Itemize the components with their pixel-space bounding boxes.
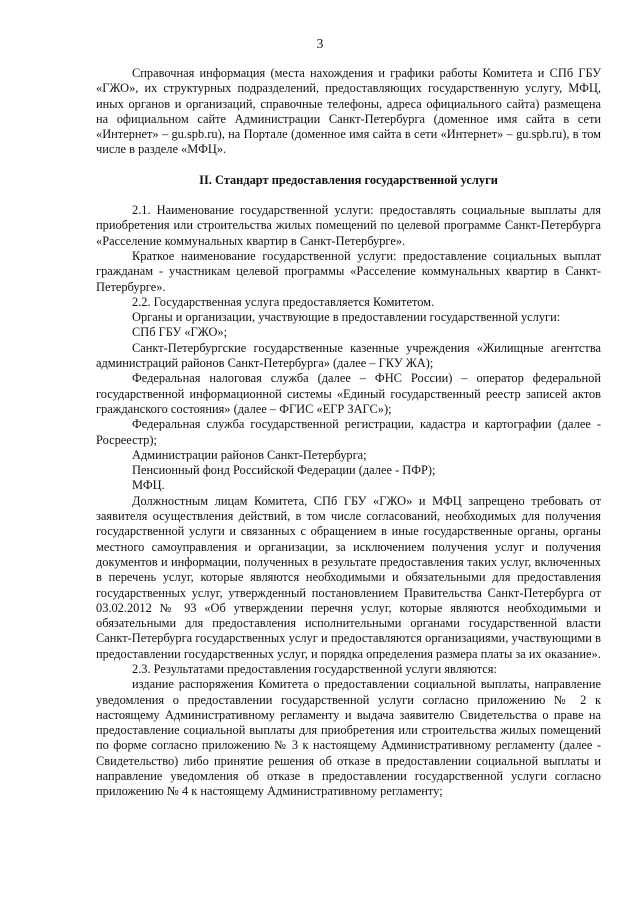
document-body bbox=[96, 66, 601, 800]
paragraph: Администрации районов Санкт-Петербурга; bbox=[132, 447, 367, 462]
paragraph: Органы и организации, участвующие в предоставлении государственной услуги: bbox=[132, 310, 561, 325]
paragraph: 2.2. Государственная услуга предоставляется Комитетом. bbox=[132, 294, 435, 309]
paragraph: МФЦ. bbox=[132, 478, 165, 493]
paragraph: Краткое наименование государственной услуги: предоставление социальных выплат гражданам - участникам целевой программы «Расселение коммунальных квартир в Санкт-Петербурге». bbox=[96, 248, 601, 294]
paragraph: 2.3. Результатами предоставления государственной услуги являются: bbox=[132, 661, 497, 676]
paragraph: издание распоряжения Комитета о предоставлении социальной выплаты, направление уведомления о предоставлении государственной услуги согласно приложению № 2 к настоящему Административному регламенту и выдача заявителю Свидетельства о праве на предоставление социальной выплаты для приобретения или строительства жилых помещений по форме согласно приложению № 3 к настоящему Административному регламенту (далее - Свидетельство) либо принятие решения об отказе в предоставлении социальной выплаты и направление уведомления об отказе в предоставлении государственной услуги согласно приложению № 4 к настоящему Административному регламенту; bbox=[96, 677, 601, 799]
paragraph: Санкт-Петербургские государственные казенные учреждения «Жилищные агентства администраций районов Санкт-Петербурга» (далее – ГКУ ЖА); bbox=[96, 340, 601, 371]
intro-paragraph: Справочная информация (места нахождения и графики работы Комитета и СПб ГБУ «ГЖО», их структурных подразделений, предоставляющих государственную услугу, МФЦ, иных органов и организаций, справочные телефоны, адреса официального сайта) размещена на официальном сайте Администрации Санкт-Петербурга (доменное имя сайта в сети «Интернет» – gu.spb.ru), на Портале (доменное имя сайта в сети «Интернет» – gu.spb.ru), в том числе в разделе «МФЦ». bbox=[96, 66, 601, 157]
paragraph: Федеральная налоговая служба (далее – ФНС России) – оператор федеральной государственной информационной системы «Единый государственный реестр записей актов гражданского состояния» (далее – ФГИС «ЕГР ЗАГС»); bbox=[96, 371, 601, 416]
paragraph: Федеральная служба государственной регистрации, кадастра и картографии (далее - Росреестр); bbox=[96, 417, 601, 447]
paragraph: Должностным лицам Комитета, СПб ГБУ «ГЖО» и МФЦ запрещено требовать от заявителя осуществления действий, в том числе согласований, необходимых для получения государственной услуги и связанных с обращением в иные государственные органы, органы местного самоуправления и организации, за исключением получения услуг и получения документов и информации, полученных в результате предоставления таких услуг, включенных в перечень услуг, которые являются необходимыми и обязательными для предоставления государственных услуг, утвержденный постановлением Правительства Санкт-Петербурга от 03.02.2012 № 93 «Об утверждении перечня услуг, которые являются необходимыми и обязательными для предоставления исполнительными органами государственной власти Санкт-Петербурга государственных услуг и предоставляются организациями, участвующими в предоставлении государственных услуг, и порядка определения размера платы за их оказание». bbox=[96, 493, 601, 661]
page-number: 3 bbox=[316, 36, 324, 51]
paragraph: 2.1. Наименование государственной услуги: предоставлять социальные выплаты для приобретения или строительства жилых помещений по целевой программе Санкт-Петербурга «Расселение коммунальных квартир в Санкт-Петербурге». bbox=[96, 203, 601, 248]
paragraph: Пенсионный фонд Российской Федерации (далее - ПФР); bbox=[132, 463, 436, 478]
section-heading: II. Стандарт предоставления государственной услуги bbox=[199, 172, 498, 187]
paragraph: СПб ГБУ «ГЖО»; bbox=[132, 325, 228, 340]
